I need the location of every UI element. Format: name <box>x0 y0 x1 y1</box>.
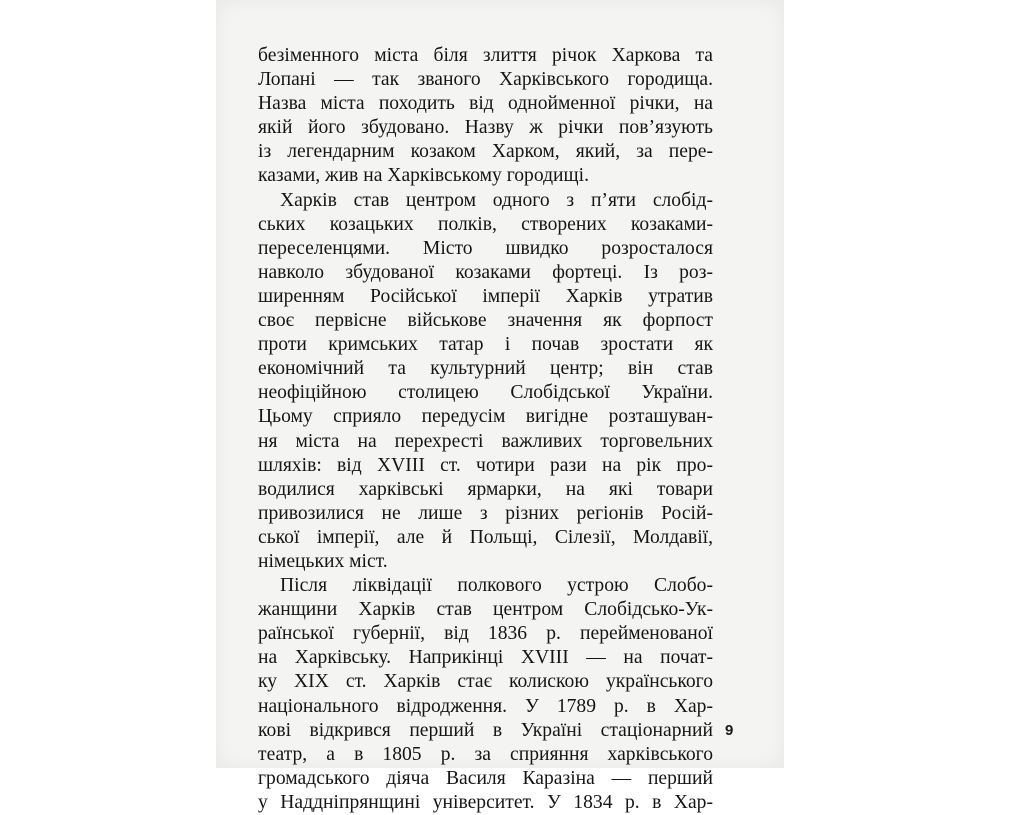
text-line: Після ліквідації полкового устрою Слобо- <box>280 575 713 597</box>
page-number: 9 <box>725 722 734 739</box>
text-line: театр, а в 1805 р. за сприяння харківського <box>258 743 713 765</box>
text-line: шляхів: від XVIII ст. чотири рази на рік про- <box>258 454 713 476</box>
text-line: ку XIX ст. Харків стає колискою українського <box>258 671 713 693</box>
text-line: ських козацьких полків, створених козаками- <box>258 213 713 235</box>
text-line: ської імперії, але й Польщі, Сілезії, Молдавії, <box>258 526 713 548</box>
text-line: національного відродження. У 1789 р. в Хар- <box>258 695 713 717</box>
paragraph-3 <box>258 574 713 815</box>
text-line: навколо збудованої козаками фортеці. Із роз- <box>258 261 713 283</box>
text-line: із легендарним козаком Харком, який, за пере- <box>258 141 713 163</box>
text-line: безіменного міста біля злиття річок Харкова та <box>258 45 713 66</box>
text-line: своє первісне військове значення як форпост <box>258 310 713 332</box>
text-line: ширенням Російської імперії Харків утратив <box>258 285 713 307</box>
text-line: Лопані — так званого Харківського городища. <box>258 69 713 91</box>
text-line: на Харківську. Наприкінці XVIII — на почат- <box>258 647 713 669</box>
text-line: Назва міста походить від однойменної річки, на <box>258 93 713 115</box>
paragraph-2 <box>258 189 713 575</box>
text-line: громадського діяча Василя Каразіна — перший <box>258 767 713 789</box>
text-line: раїнської губернії, від 1836 р. перейменованої <box>258 623 713 645</box>
text-line: неофіційною столицею Слобідської України. <box>258 382 713 404</box>
text-line: Харків став центром одного з п’яти слобід- <box>280 189 713 211</box>
text-line: переселенцями. Місто швидко розросталося <box>258 237 713 259</box>
text-line: кові відкрився перший в Україні стаціонарний <box>258 719 713 741</box>
text-line: водилися харківські ярмарки, на які товари <box>258 478 713 500</box>
body-text <box>258 44 713 815</box>
text-line: казами, жив на Харківському городищі. <box>258 165 589 187</box>
text-line: проти кримських татар і почав зростати як <box>258 334 713 356</box>
text-line: економічний та культурний центр; він став <box>258 358 713 380</box>
text-line: якій його збудовано. Назву ж річки пов’язують <box>258 117 713 139</box>
text-line: жанщини Харків став центром Слобідсько-Ук- <box>258 599 713 621</box>
text-line: Цьому сприяло передусім вигідне розташуван- <box>258 406 713 428</box>
paragraph-1 <box>258 44 713 189</box>
text-line: ня міста на перехресті важливих торговельних <box>258 430 713 452</box>
text-line: німецьких міст. <box>258 550 388 572</box>
text-line: у Наддніпрянщині університет. У 1834 р. в Хар- <box>258 791 713 813</box>
text-line: привозилися не лише з різних регіонів Росій- <box>258 502 713 524</box>
